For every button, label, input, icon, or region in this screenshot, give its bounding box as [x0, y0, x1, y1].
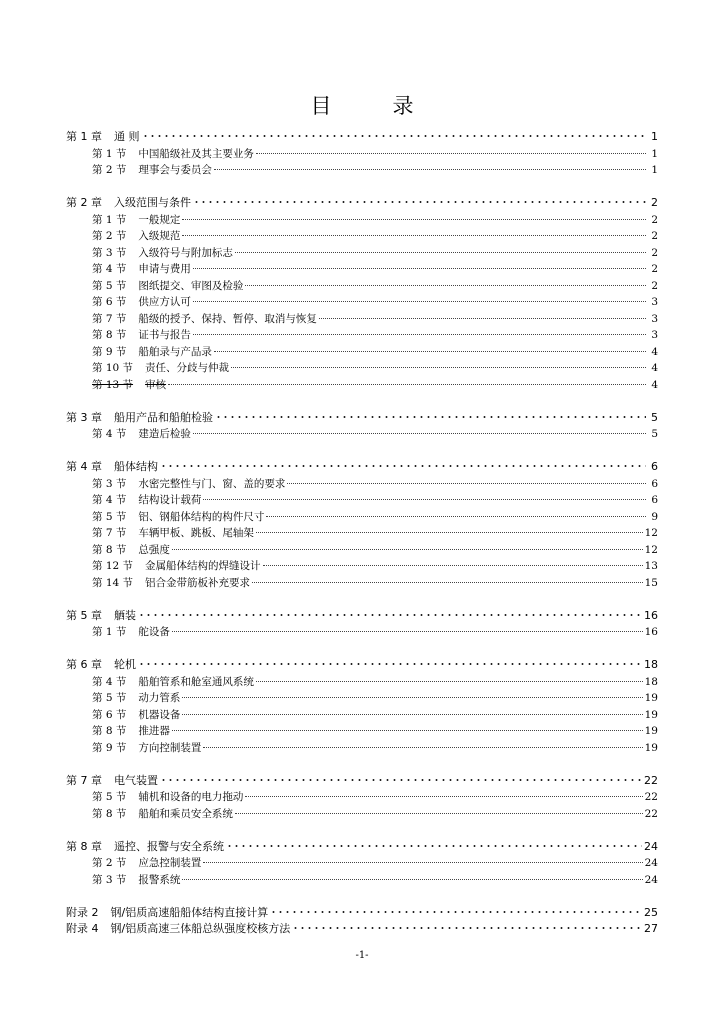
- toc-section-entry-number: 第 5 节: [92, 692, 127, 704]
- dot-leader: [142, 127, 647, 137]
- chapter-group: [66, 608, 658, 641]
- chapter-group: [66, 657, 658, 756]
- toc-section-entry-title: 水密完整性与门、窗、盖的要求: [138, 477, 286, 490]
- toc-chapter-entry-page: 6: [651, 460, 658, 473]
- toc-section-entry-page: 22: [644, 791, 658, 803]
- dot-leader: [252, 572, 643, 583]
- toc-section-entry-number: 第 9 节: [92, 741, 127, 754]
- dot-leader: [292, 919, 642, 929]
- toc-chapter-entry-title: 入级范围与条件: [114, 196, 191, 209]
- dot-leader: [235, 242, 646, 253]
- dot-leader: [182, 687, 642, 698]
- toc-chapter-entry-number: 第 8 章: [66, 839, 102, 853]
- toc-section-entry-number: 第 9 节: [92, 345, 127, 358]
- toc-section-entry-title: 图纸提交、审图及检验: [138, 279, 244, 292]
- toc-section-entry-number: 第 1 节: [92, 626, 127, 638]
- toc-section-entry[interactable]: [66, 806, 658, 823]
- toc-section-entry-page: 22: [644, 807, 658, 820]
- toc-chapter-entry-page: 5: [651, 410, 658, 424]
- toc-section-entry[interactable]: [66, 740, 658, 757]
- dot-leader: [226, 837, 642, 847]
- dot-leader: [256, 671, 643, 682]
- toc-section-entry-title: 动力管系: [138, 692, 181, 704]
- dot-leader: [193, 324, 646, 335]
- toc-section-entry-number: 第 4 节: [92, 263, 127, 275]
- toc-section-entry-page: 15: [644, 576, 658, 589]
- toc-section-entry-page: 16: [644, 626, 658, 638]
- toc-section-entry-title: 一般规定: [138, 213, 181, 226]
- dot-leader: [160, 457, 646, 467]
- toc-section-entry-page: 24: [644, 873, 658, 886]
- toc-section-entry-number: 第 10 节: [92, 362, 134, 374]
- chapter-group: [66, 129, 658, 179]
- toc-section-entry-number: 第 7 节: [92, 527, 127, 539]
- dot-leader: [263, 555, 643, 566]
- toc-section-entry-page: 5: [651, 428, 658, 440]
- dot-leader: [245, 786, 642, 797]
- toc-section-entry-title: 船舶和乘员安全系统: [138, 807, 233, 820]
- toc-chapter-entry-number: 第 6 章: [66, 658, 102, 671]
- dot-leader: [287, 473, 646, 484]
- dot-leader: [138, 606, 642, 616]
- toc-section-entry-page: 4: [651, 345, 658, 358]
- toc-section-entry-number: 第 14 节: [92, 576, 134, 589]
- dot-leader: [193, 423, 646, 434]
- toc-chapter-entry-number: 第 4 章: [66, 460, 102, 473]
- toc-section-entry-page: 19: [644, 725, 658, 737]
- toc-title: 目 录: [310, 94, 434, 118]
- dot-leader: [319, 308, 646, 319]
- dot-leader: [182, 209, 646, 220]
- toc-section-entry-number: 第 4 节: [92, 494, 127, 506]
- toc-section-entry-title: 机器设备: [138, 708, 181, 721]
- toc-section-entry-number: 第 8 节: [92, 807, 127, 820]
- dot-leader: [168, 374, 646, 385]
- toc-section-entry-page: 12: [644, 543, 658, 556]
- toc-section-entry-page: 1: [651, 147, 658, 160]
- toc-chapter-entry-title: 船用产品和船舶检验: [114, 410, 213, 424]
- dot-leader: [214, 159, 646, 170]
- dot-leader: [203, 489, 646, 500]
- dot-leader: [172, 539, 643, 550]
- dot-leader: [266, 506, 646, 517]
- dot-leader: [172, 621, 643, 632]
- dot-leader: [245, 275, 646, 286]
- toc-chapter-entry-title: 轮机: [114, 658, 136, 671]
- dot-leader: [203, 737, 642, 748]
- dot-leader: [203, 852, 642, 863]
- dot-leader: [182, 869, 642, 880]
- dot-leader: [138, 655, 642, 665]
- toc-section-entry-number: 第 12 节: [92, 560, 134, 572]
- toc-section-entry-page: 3: [651, 296, 658, 308]
- toc-section-entry-page: 19: [644, 692, 658, 704]
- toc-section-entry-number: 第 4 节: [92, 428, 127, 440]
- toc-appendix-entry-title: 钢/铝质高速船船体结构直接计算: [110, 905, 269, 919]
- toc-section-entry-title: 证书与报告: [138, 329, 191, 341]
- toc-section-entry-page: 19: [644, 708, 658, 721]
- toc-section-entry-number: 第 1 节: [92, 147, 127, 160]
- toc-section-entry-title: 责任、分歧与仲裁: [145, 362, 230, 374]
- toc-chapter-entry-title: 舾装: [114, 608, 136, 622]
- toc-chapter-entry-page: 16: [644, 608, 658, 622]
- toc-section-entry-title: 建造后检验: [138, 428, 191, 440]
- toc-appendix-entry-number: 附录 4: [66, 922, 99, 935]
- toc-section-entry-number: 第 5 节: [92, 791, 127, 803]
- toc-section-entry-page: 6: [651, 477, 658, 490]
- dot-leader: [256, 522, 643, 533]
- dot-leader: [193, 193, 646, 203]
- toc-section-entry-page: 4: [651, 362, 658, 374]
- toc-section-entry-title: 船舶管系和舱室通风系统: [138, 675, 254, 688]
- toc-appendix-entry-page: 25: [644, 905, 658, 919]
- toc-section-entry-title: 中国船级社及其主要业务: [138, 147, 254, 160]
- toc-chapter-entry-number: 第 2 章: [66, 196, 102, 209]
- toc-section-entry-page: 2: [651, 246, 658, 259]
- toc-section-entry-number: 第 5 节: [92, 279, 127, 292]
- toc-section-entry-page: 18: [644, 675, 658, 688]
- toc-section-entry-page: 1: [651, 164, 658, 176]
- toc-section-entry-title: 方向控制装置: [138, 741, 202, 754]
- dot-leader: [215, 408, 646, 418]
- toc-chapter-entry-page: 18: [644, 658, 658, 671]
- toc-section-entry-page: 2: [651, 230, 658, 242]
- toc-section-entry-number: 第 8 节: [92, 543, 127, 556]
- dot-leader: [193, 291, 646, 302]
- toc-chapter-entry-title: 电气装置: [114, 773, 158, 787]
- toc-section-entry[interactable]: [66, 162, 658, 179]
- toc-chapter-entry-page: 1: [651, 130, 658, 143]
- toc-section-entry-title: 铝、钢船体结构的构件尺寸: [138, 510, 265, 523]
- page-number-footer: -1-: [355, 950, 369, 961]
- appendix-group: [66, 905, 658, 938]
- toc-section-entry-page: 2: [651, 279, 658, 292]
- toc-section-entry-number: 第 1 节: [92, 213, 127, 226]
- toc-section-entry-number: 第 3 节: [92, 477, 127, 490]
- toc-section-entry-number: 第 3 节: [92, 873, 127, 886]
- toc-section-entry-number: 第 2 节: [92, 857, 127, 869]
- toc-chapter-entry-number: 第 1 章: [66, 130, 102, 143]
- toc-section-entry-page: 13: [644, 560, 658, 572]
- toc-section-entry-title: 供应方认可: [138, 296, 191, 308]
- toc-chapter-entry-title: 通 则: [114, 130, 140, 143]
- dot-leader: [256, 143, 646, 154]
- toc-section-entry-title: 报警系统: [138, 873, 181, 886]
- toc-appendix-entry-page: 27: [644, 922, 658, 935]
- toc-section-entry-number: 第 8 节: [92, 329, 127, 341]
- toc-section-entry[interactable]: [66, 377, 658, 394]
- toc-section-entry-number: 第 4 节: [92, 675, 127, 688]
- toc-section-entry-number: 第 13 节: [92, 378, 134, 391]
- toc-section-entry-page: 9: [651, 510, 658, 523]
- toc-section-entry-title: 辅机和设备的电力拖动: [138, 791, 244, 803]
- toc-section-entry-page: 12: [644, 527, 658, 539]
- dot-leader: [235, 803, 643, 814]
- toc-section-entry-title: 理事会与委员会: [138, 164, 212, 176]
- toc-section-entry-title: 推进器: [138, 725, 170, 737]
- toc-section-entry-number: 第 7 节: [92, 312, 127, 325]
- toc-section-entry-page: 6: [651, 494, 658, 506]
- toc-section-entry-page: 2: [651, 263, 658, 275]
- toc-section-entry-title: 车辆甲板、跳板、尾轴架: [138, 527, 254, 539]
- toc-section-entry-title: 入级规范: [138, 230, 181, 242]
- toc-section-entry-page: 19: [644, 741, 658, 754]
- toc-section-entry-page: 24: [644, 857, 658, 869]
- toc-chapter-entry-number: 第 3 章: [66, 410, 102, 424]
- toc-section-entry[interactable]: [66, 872, 658, 889]
- dot-leader: [182, 704, 642, 715]
- dot-leader: [214, 341, 646, 352]
- dot-leader: [172, 720, 643, 731]
- toc-section-entry-title: 审核: [145, 378, 167, 391]
- toc-section-entry-title: 金属船体结构的焊缝设计: [145, 560, 261, 572]
- toc-section-entry[interactable]: [66, 624, 658, 641]
- dot-leader: [182, 225, 646, 236]
- toc-chapter-entry-page: 2: [651, 196, 658, 209]
- toc-appendix-entry-number: 附录 2: [66, 905, 99, 919]
- toc-chapter-entry-title: 船体结构: [114, 460, 158, 473]
- toc-section-entry-number: 第 3 节: [92, 246, 127, 259]
- toc-chapter-entry-number: 第 5 章: [66, 608, 102, 622]
- toc-section-entry-page: 2: [651, 213, 658, 226]
- toc-section-entry-title: 入级符号与附加标志: [138, 246, 233, 259]
- toc-section-entry-page: 3: [651, 312, 658, 325]
- toc-chapter-entry-page: 24: [644, 839, 658, 853]
- toc-section-entry-title: 舵设备: [138, 626, 170, 638]
- toc-section-entry-page: 3: [651, 329, 658, 341]
- chapter-group: [66, 410, 658, 443]
- toc-section-entry-page: 4: [651, 378, 658, 391]
- chapter-group: [66, 195, 658, 393]
- chapter-group: [66, 459, 658, 591]
- toc-chapter-entry-title: 遥控、报警与安全系统: [114, 839, 224, 853]
- dot-leader: [160, 771, 642, 781]
- toc-section-entry-number: 第 8 节: [92, 725, 127, 737]
- toc-chapter-entry-number: 第 7 章: [66, 773, 102, 787]
- toc-section-entry-number: 第 6 节: [92, 708, 127, 721]
- chapter-group: [66, 839, 658, 889]
- toc-section-entry-title: 申请与费用: [138, 263, 191, 275]
- toc-section-entry-title: 应急控制装置: [138, 857, 202, 869]
- dot-leader: [231, 357, 646, 368]
- toc-chapter-entry-page: 22: [644, 773, 658, 787]
- toc-section-entry-title: 船级的授予、保持、暂停、取消与恢复: [138, 312, 317, 325]
- toc-section-entry-number: 第 2 节: [92, 164, 127, 176]
- toc-section-entry[interactable]: [66, 575, 658, 592]
- toc-section-entry-title: 铝合金带筋板补充要求: [145, 576, 251, 589]
- table-of-contents: [66, 129, 658, 938]
- chapter-group: [66, 773, 658, 823]
- dot-leader: [193, 258, 646, 269]
- toc-section-entry-number: 第 2 节: [92, 230, 127, 242]
- toc-section-entry-title: 总强度: [138, 543, 170, 556]
- dot-leader: [270, 903, 642, 913]
- toc-appendix-entry-title: 钢/铝质高速三体船总纵强度校核方法: [110, 922, 291, 935]
- toc-section-entry-title: 船舶录与产品录: [138, 345, 212, 358]
- toc-section-entry-number: 第 5 节: [92, 510, 127, 523]
- toc-appendix-entry[interactable]: [66, 921, 658, 938]
- toc-section-entry-number: 第 6 节: [92, 296, 127, 308]
- toc-section-entry-title: 结构设计载荷: [138, 494, 202, 506]
- toc-section-entry[interactable]: [66, 426, 658, 443]
